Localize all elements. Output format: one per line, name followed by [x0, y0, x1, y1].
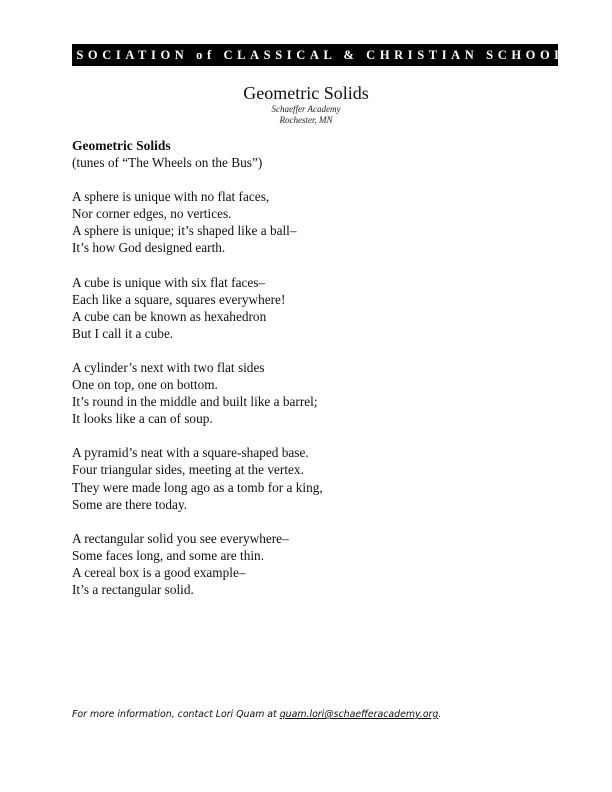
stanza-sphere: [72, 188, 552, 256]
school-name: Schaeffer Academy: [271, 104, 341, 114]
stanza-cube: [72, 274, 552, 342]
poem-line: A cylinder’s next with two flat sides: [72, 359, 265, 375]
footer-period: .: [438, 709, 442, 720]
poem-line: It’s round in the middle and built like a barrel;: [72, 394, 318, 410]
contact-footer: [72, 709, 441, 720]
stanza-rectangular-solid: [72, 530, 552, 598]
document-title: Geometric Solids: [243, 83, 369, 103]
stanza-cylinder: [72, 359, 552, 427]
document-header: [0, 82, 612, 126]
footer-text: For more information, contact Lori Quam at: [72, 709, 280, 720]
contact-email-link[interactable]: quam.lori@schaefferacademy.org: [279, 709, 439, 720]
poem-body: [72, 137, 552, 598]
poem-line: It looks like a can of soup.: [72, 411, 213, 427]
poem-line: It’s how God designed earth.: [72, 240, 226, 256]
poem-line: A cube is unique with six flat faces–: [72, 274, 266, 290]
stanza-pyramid: [72, 444, 552, 512]
poem-line: Each like a square, squares everywhere!: [72, 291, 286, 307]
poem-line: It’s a rectangular solid.: [72, 581, 194, 597]
poem-line: Some are there today.: [72, 496, 188, 512]
school-location: Rochester, MN: [279, 115, 333, 125]
association-banner: ASSOCIATION of CLASSICAL & CHRISTIAN SCHOOLS: [72, 44, 558, 66]
poem-line: Four triangular sides, meeting at the vertex.: [72, 462, 304, 478]
poem-line: A sphere is unique with no flat faces,: [72, 189, 270, 205]
poem-line: Nor corner edges, no vertices.: [72, 206, 232, 222]
poem-title: Geometric Solids: [72, 138, 171, 153]
poem-line: A cube can be known as hexahedron: [72, 308, 267, 324]
poem-line: One on top, one on bottom.: [72, 377, 218, 393]
poem-line: But I call it a cube.: [72, 325, 174, 341]
poem-line: A rectangular solid you see everywhere–: [72, 530, 289, 546]
poem-line: A sphere is unique; it’s shaped like a ball–: [72, 223, 297, 239]
poem-line: They were made long ago as a tomb for a king,: [72, 479, 323, 495]
poem-line: A pyramid’s neat with a square-shaped base.: [72, 445, 309, 461]
poem-line: Some faces long, and some are thin.: [72, 547, 265, 563]
poem-line: A cereal box is a good example–: [72, 564, 246, 580]
poem-subtitle: (tunes of “The Wheels on the Bus”): [72, 155, 263, 171]
